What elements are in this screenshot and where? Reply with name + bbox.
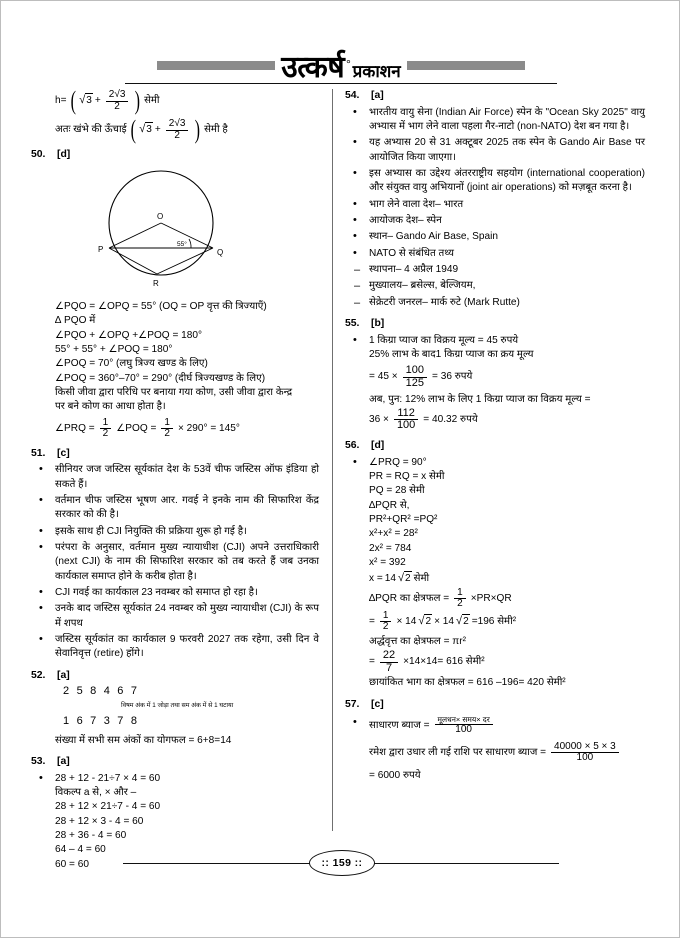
- list-item: – मुख्यालय– ब्रसेल्स, बेल्जियम,: [345, 279, 645, 293]
- paren-open-2: (: [130, 114, 136, 144]
- q50-line-5: ∠POQ = 360°–70° = 290° (दीर्घ त्रिज्यखण्ड के लिए): [55, 372, 266, 384]
- sqrt-3: √ 3: [79, 93, 93, 109]
- sqrt-3-b: √ 3: [139, 122, 153, 138]
- question-52-heading: [31, 669, 319, 684]
- segment-OP: [109, 223, 161, 248]
- q53-bullet-list: [31, 772, 319, 872]
- column-divider: [332, 89, 333, 831]
- q56-semicircle-calc: [369, 650, 645, 674]
- angle-arc: [189, 239, 191, 248]
- frac-half-1: $\frac{1}{2}$: [100, 418, 112, 440]
- q56-line-1: PR = RQ = x सेमी: [369, 471, 445, 483]
- question-56-heading: [345, 439, 645, 454]
- q50-circle-diagram: [65, 167, 319, 296]
- list-item: • NATO से संबंधित तथ्य: [345, 247, 645, 261]
- list-item: • इसके साथ ही CJI नियुक्ति की प्रक्रिया शुरू हो गई है।: [31, 525, 319, 539]
- segment-OQ: [161, 223, 213, 248]
- list-item: – सेक्रेटरी जनरल– मार्क रुटे (Mark Rutte): [345, 296, 645, 310]
- q56-bullet-list: [345, 456, 645, 691]
- q50-solution: [31, 300, 319, 440]
- plus-sign-2: +: [154, 123, 161, 135]
- q50-line-7: पर बने कोण का आधा होता है।: [55, 401, 166, 413]
- left-column: [31, 85, 319, 874]
- masthead: [1, 45, 680, 85]
- q49-conclusion-text: अतः खंभे की ऊँचाई: [55, 123, 127, 135]
- frac-22-over-7: $\frac{22}{7}$: [380, 650, 398, 674]
- sqrt-2-a: √ 2: [418, 614, 432, 630]
- q56-line-6: 2x² = 784: [369, 542, 412, 554]
- brand-degree: °: [346, 57, 351, 70]
- q56-answer: [d]: [371, 439, 385, 451]
- label-O: O: [157, 211, 164, 221]
- q50-final-line: [55, 418, 319, 440]
- q57-si-label: • साधारण ब्याज =: [369, 720, 430, 731]
- q56-x-unit: सेमी: [413, 573, 430, 584]
- q49-h-label: h=: [55, 94, 67, 106]
- q57-result: = 6000 रुपये: [369, 769, 421, 781]
- list-item: • जस्टिस सूर्यकांत का कार्यकाल 9 फरवरी 2027 तक रहेगा, उसी दिन वे सेवानिवृत्त (retire) होंगे।: [31, 633, 319, 662]
- list-item: • भारतीय वायु सेना (Indian Air Force) स्पेन के "Ocean Sky 2025" वायु अभ्यास में भाग लेने वाला पहला गैर-नाटो (non-NATO) देश बन गया है।: [345, 106, 645, 135]
- segment-RQ: [157, 248, 213, 274]
- q55-calc1-prefix: = 45 ×: [369, 371, 398, 383]
- q50-line-2: ∠PQO + ∠OPQ +∠POQ = 180°: [55, 329, 203, 341]
- q54-answer: [a]: [371, 90, 384, 101]
- list-item: • इस अभ्यास का उद्देश्य अंतरराष्ट्रीय सहयोग (international cooperation) और संयुक्त वायु अभियानों (joint air operations) को मज़बूत करना है।: [345, 167, 645, 196]
- sqrt-2: √ 2: [398, 571, 412, 587]
- label-R: R: [153, 278, 159, 288]
- sqrt-2-b: √ 2: [456, 614, 470, 630]
- question-55-heading: [345, 317, 645, 332]
- q49-unit-1: सेमी: [144, 94, 160, 106]
- page-number-badge: :: 159 ::: [309, 850, 375, 876]
- q55-calc2-tail: = 40.32 रुपये: [423, 413, 478, 425]
- q49-unit-2: सेमी है: [204, 123, 228, 135]
- q53-line-2: 28 + 12 × 3 - 4 = 60: [55, 815, 144, 827]
- q56-area-calc-a: × 14: [396, 615, 417, 627]
- q57-answer: [c]: [371, 698, 384, 710]
- list-item: • आयोजक देश– स्पेन: [345, 214, 645, 228]
- q51-number: 51.: [31, 447, 46, 459]
- question-54-heading: [345, 89, 645, 104]
- masthead-bar-right: [407, 61, 525, 70]
- list-item: • उनके बाद जस्टिस सूर्यकांत 24 नवम्बर को मुख्य न्यायाधीश (CJI) के रूप में शपथ: [31, 602, 319, 631]
- q56-area-calc-tail: =196 सेमी²: [471, 615, 517, 627]
- paren-close: ): [135, 85, 141, 115]
- question-53-heading: [31, 755, 319, 770]
- q53-line-0: विकल्प a से, × और –: [55, 787, 137, 799]
- question-50-heading: [31, 148, 319, 163]
- q51-bullet-list: [31, 463, 319, 661]
- q53-answer: [a]: [57, 756, 70, 767]
- q56-line-7: x² = 392: [369, 557, 406, 569]
- q56-shaded-area: छायांकित भाग का क्षेत्रफल = 616 –196= 420 सेमी²: [369, 677, 566, 689]
- q56-x-line: [369, 571, 645, 587]
- q55-calc1-tail: = 36 रुपये: [432, 371, 473, 383]
- q50-line-3: 55° + 55° + ∠POQ = 180°: [55, 344, 173, 356]
- q56-x-prefix: x =: [369, 573, 383, 584]
- label-angle-55: 55°: [177, 240, 187, 248]
- footer-rule-right: [373, 863, 559, 864]
- q55-line-3: अब, पुन: 12% लाभ के लिए 1 किग्रा प्याज का विक्रय मूल्य =: [369, 393, 591, 405]
- q54-bullet-list: [345, 106, 645, 261]
- q55-bullet-list: [345, 334, 645, 432]
- frac-2root3-over-2-b: $\frac{2√3}{2}$: [166, 119, 189, 141]
- paren-close-2: ): [195, 114, 201, 144]
- q55-calc-1: [369, 365, 645, 389]
- q53-line-3: 28 + 36 - 4 = 60: [55, 830, 127, 842]
- q49-line-2: [55, 114, 319, 144]
- q54-dash-list: [345, 263, 645, 310]
- q57-number: 57.: [345, 698, 360, 710]
- list-item: [345, 456, 645, 691]
- q52-result: संख्या में सभी सम अंकों का योगफल = 6+8=14: [55, 734, 232, 746]
- q50-line-4: ∠POQ = 70° (लघु त्रिज्य खण्ड के लिए): [55, 358, 208, 370]
- q56-area-tail: ×PR×QR: [470, 592, 512, 604]
- list-item: • भाग लेने वाला देश– भारत: [345, 198, 645, 212]
- list-item: • स्थान– Gando Air Base, Spain: [345, 230, 645, 244]
- q53-line-1: 28 + 12 × 21÷7 - 4 = 60: [55, 801, 161, 813]
- q53-first-line: • 28 + 12 - 21÷7 × 4 = 60: [55, 772, 161, 784]
- q56-area-label: ∆PQR का क्षेत्रफल =: [369, 592, 450, 604]
- q57-calc-line: [369, 742, 645, 764]
- q55-calc2-prefix: 36 ×: [369, 413, 389, 425]
- q55-line-1: • 1 किग्रा प्याज का विक्रय मूल्य = 45 रुपये: [369, 334, 519, 346]
- q56-x-coeff: 14: [384, 573, 396, 584]
- list-item: – स्थापना– 4 अप्रैल 1949: [345, 263, 645, 277]
- label-Q: Q: [217, 247, 224, 257]
- q49-continued: [31, 85, 319, 144]
- q50-answer: [d]: [57, 149, 71, 160]
- footer-rule-left: [123, 863, 313, 864]
- frac-2root3-over-2: $\frac{2√3}{2}$: [106, 90, 129, 112]
- q56-area-formula: [369, 588, 645, 610]
- q56-semi-prefix: =: [369, 656, 375, 668]
- frac-si-formula: $\frac{\text{मूलधन× समय× दर}}{100}$: [435, 716, 493, 735]
- question-57-heading: [345, 698, 645, 713]
- frac-half-area-calc: $\frac{1}{2}$: [380, 611, 392, 633]
- list-item: • परंपरा के अनुसार, वर्तमान मुख्य न्यायाधीश (CJI) अपने उत्तराधिकारी (next CJI) के नाम की सिफारिश सरकार को तब करते हैं जब उनका कार्यकाल समाप्त होने के करीब होता है।: [31, 541, 319, 584]
- q50-final-tail: × 290° = 145°: [177, 422, 240, 434]
- paren-open: (: [70, 85, 76, 115]
- list-item: • वर्तमान चीफ जस्टिस भूषण आर. गवई ने इनके नाम की सिफारिश केंद्र सरकार को की है।: [31, 494, 319, 523]
- brand-sub: प्रकाशन: [352, 61, 401, 81]
- segment-PR: [109, 248, 157, 274]
- circle-figure-svg: [65, 167, 261, 291]
- q56-semicircle-label: अर्द्धवृत्त का क्षेत्रफल = πr²: [369, 635, 466, 647]
- q56-number: 56.: [345, 439, 360, 451]
- q55-calc-2: [369, 408, 645, 432]
- q56-line-5: x²+x² = 28²: [369, 528, 418, 540]
- q56-area-calc-prefix: =: [369, 615, 375, 627]
- list-item: [31, 772, 319, 872]
- frac-half-2: $\frac{1}{2}$: [161, 418, 173, 440]
- q50-line-6: किसी जीवा द्वारा परिधि पर बनाया गया कोण, उसी जीवा द्वारा केन्द्र: [55, 387, 293, 399]
- list-item: • CJI गवई का कार्यकाल 23 नवम्बर को समाप्त हो रहा है।: [31, 586, 319, 600]
- q55-answer: [b]: [371, 318, 385, 330]
- q56-semi-tail: ×14×14= 616 सेमी²: [403, 656, 485, 668]
- q53-line-4: 64 – 4 = 60: [55, 844, 106, 856]
- q55-number: 55.: [345, 318, 360, 330]
- list-item: [345, 716, 645, 783]
- q52-transform-note: विषम अंक में 1 जोड़ा तथा सम अंक में से 1 घटाया: [121, 702, 234, 710]
- q56-area-calc-b: × 14: [434, 615, 455, 627]
- q50-number: 50.: [31, 149, 46, 160]
- list-item: [345, 334, 645, 432]
- q52-digits-top: 2 5 8 4 6 7: [63, 684, 140, 697]
- list-item: • सीनियर जज जस्टिस सूर्यकांत देश के 53वें चीफ जस्टिस ऑफ इंडिया हो सकते हैं।: [31, 463, 319, 492]
- q53-number: 53.: [31, 756, 46, 767]
- q50-final-lhs: ∠PRQ =: [55, 422, 95, 434]
- q49-line-1: [55, 85, 319, 115]
- label-P: P: [98, 244, 104, 254]
- brand-main: उत्कर्ष: [281, 50, 345, 84]
- q56-area-calc: [369, 611, 645, 633]
- q50-line-0: ∠PQO = ∠OPQ = 55° (OQ = OP वृत्त की त्रिज्याएँ): [55, 301, 267, 313]
- q57-si-formula: [369, 716, 645, 735]
- q53-line-5: 60 = 60: [55, 858, 89, 870]
- frac-100-over-125: $\frac{100}{125}$: [403, 365, 427, 389]
- q56-line-3: ∆PQR से,: [369, 499, 410, 511]
- q52-answer: [a]: [57, 669, 70, 681]
- q52-digits-bottom: 1 6 7 3 7 8: [63, 715, 140, 728]
- question-51-heading: [31, 447, 319, 462]
- list-item: • यह अभ्यास 20 से 31 अक्टूबर 2025 तक स्पेन के Gando Air Base पर आयोजित किया जाएगा।: [345, 136, 645, 165]
- publisher-logo: [281, 45, 400, 86]
- q57-calc-label: रमेश द्वारा उधार ली गई राशि पर साधारण ब्याज =: [369, 746, 547, 758]
- q55-line-2: 25% लाभ के बाद1 किग्रा प्याज का क्रय मूल्य: [369, 349, 534, 361]
- q56-line-2: PQ = 28 सेमी: [369, 485, 425, 497]
- q56-line-0: • ∠PRQ = 90°: [369, 456, 427, 468]
- q54-number: 54.: [345, 90, 360, 101]
- q52-number: 52.: [31, 669, 46, 681]
- q57-bullet-list: [345, 716, 645, 783]
- q51-answer: [c]: [57, 447, 70, 459]
- q50-final-mid: ∠POQ =: [116, 422, 157, 434]
- q52-body: [31, 684, 319, 748]
- masthead-bar-left: [157, 61, 275, 70]
- right-column: [345, 89, 645, 785]
- header-rule: [125, 83, 557, 84]
- frac-40000x5x3-over-100: $\frac{40000 \times 5 \times 3}{100}$: [551, 742, 619, 764]
- frac-112-over-100: $\frac{112}{100}$: [394, 408, 418, 432]
- frac-half-area: $\frac{1}{2}$: [454, 588, 466, 610]
- q50-line-1: ∆ PQO में: [55, 315, 96, 327]
- q56-line-4: PR²+QR² =PQ²: [369, 514, 438, 526]
- plus-sign: +: [94, 94, 101, 106]
